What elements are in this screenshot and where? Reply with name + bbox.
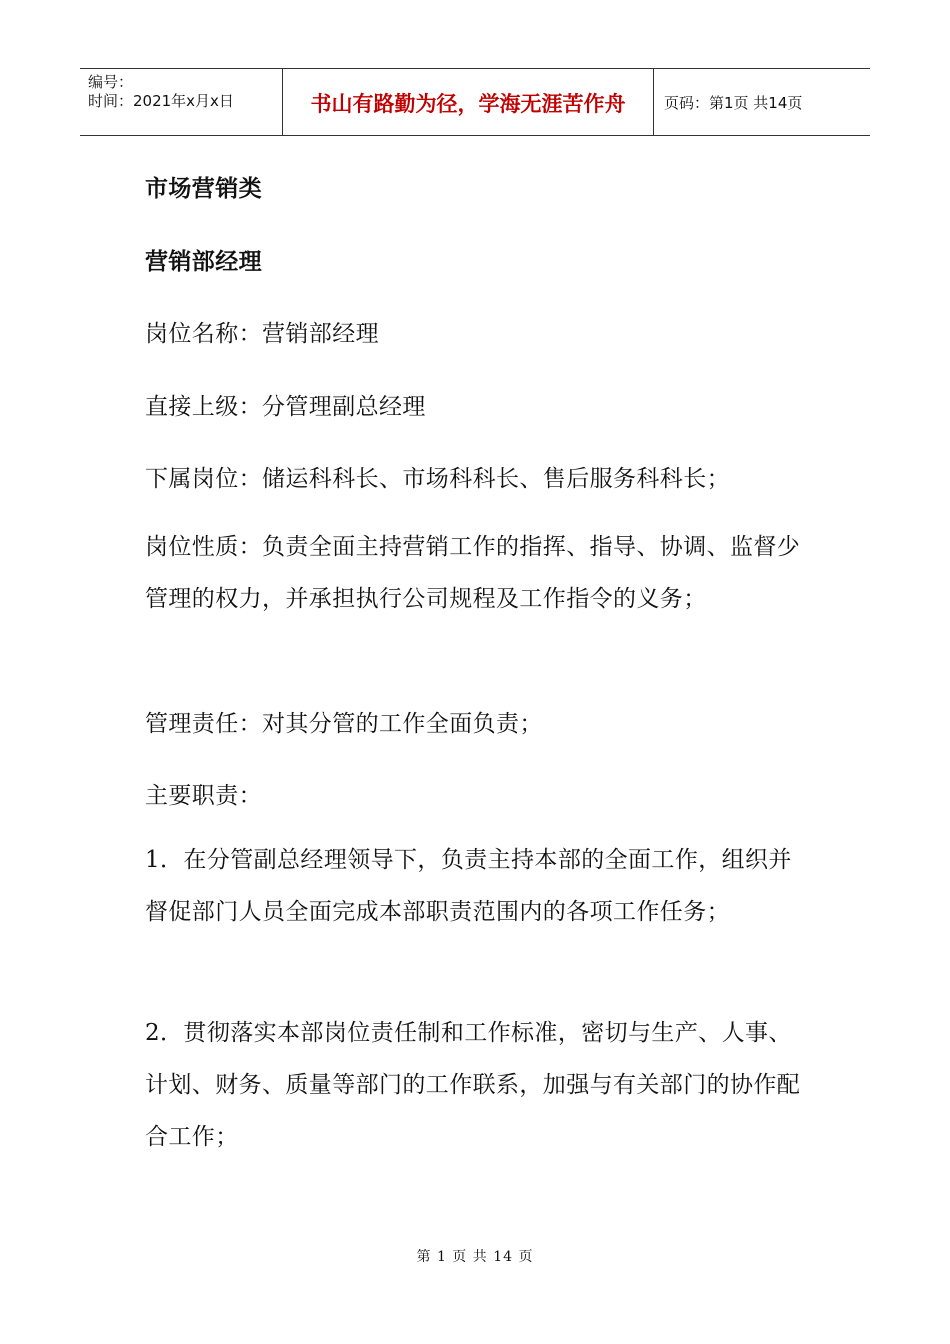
header-meta bbox=[80, 69, 282, 135]
position-heading: 营销部经理 bbox=[145, 249, 262, 275]
header-motto: 书山有路勤为径，学海无涯苦作舟 bbox=[282, 69, 654, 135]
category-heading: 市场营销类 bbox=[145, 176, 262, 202]
page-header bbox=[80, 68, 870, 136]
direct-superior: 直接上级：分管理副总经理 bbox=[145, 394, 426, 420]
duty-item-1: 1．在分管副总经理领导下，负责主持本部的全面工作，组织并督促部门人员全面完成本部职责范围内的各项工作任务； bbox=[145, 847, 792, 925]
management-responsibility: 管理责任：对其分管的工作全面负责； bbox=[145, 711, 543, 737]
serial-number-label: 编号： bbox=[88, 73, 134, 91]
page-footer: 第 1 页 共 14 页 bbox=[416, 1249, 534, 1265]
duties-heading: 主要职责： bbox=[145, 783, 262, 809]
header-page-info: 页码：第1页 共14页 bbox=[664, 93, 803, 112]
subordinate-positions: 下属岗位：储运科科长、市场科科长、售后服务科科长； bbox=[145, 466, 730, 492]
position-nature: 岗位性质：负责全面主持营销工作的指挥、指导、协调、监督少管理的权力，并承担执行公司规程及工作指令的义务； bbox=[145, 534, 801, 612]
position-name: 岗位名称：营销部经理 bbox=[145, 321, 379, 347]
duty-item-2: 2．贯彻落实本部岗位责任制和工作标准，密切与生产、人事、计划、财务、质量等部门的工作联系，加强与有关部门的协作配合工作； bbox=[145, 1020, 801, 1150]
date-label: 时间：2021年x月x日 bbox=[88, 92, 234, 110]
